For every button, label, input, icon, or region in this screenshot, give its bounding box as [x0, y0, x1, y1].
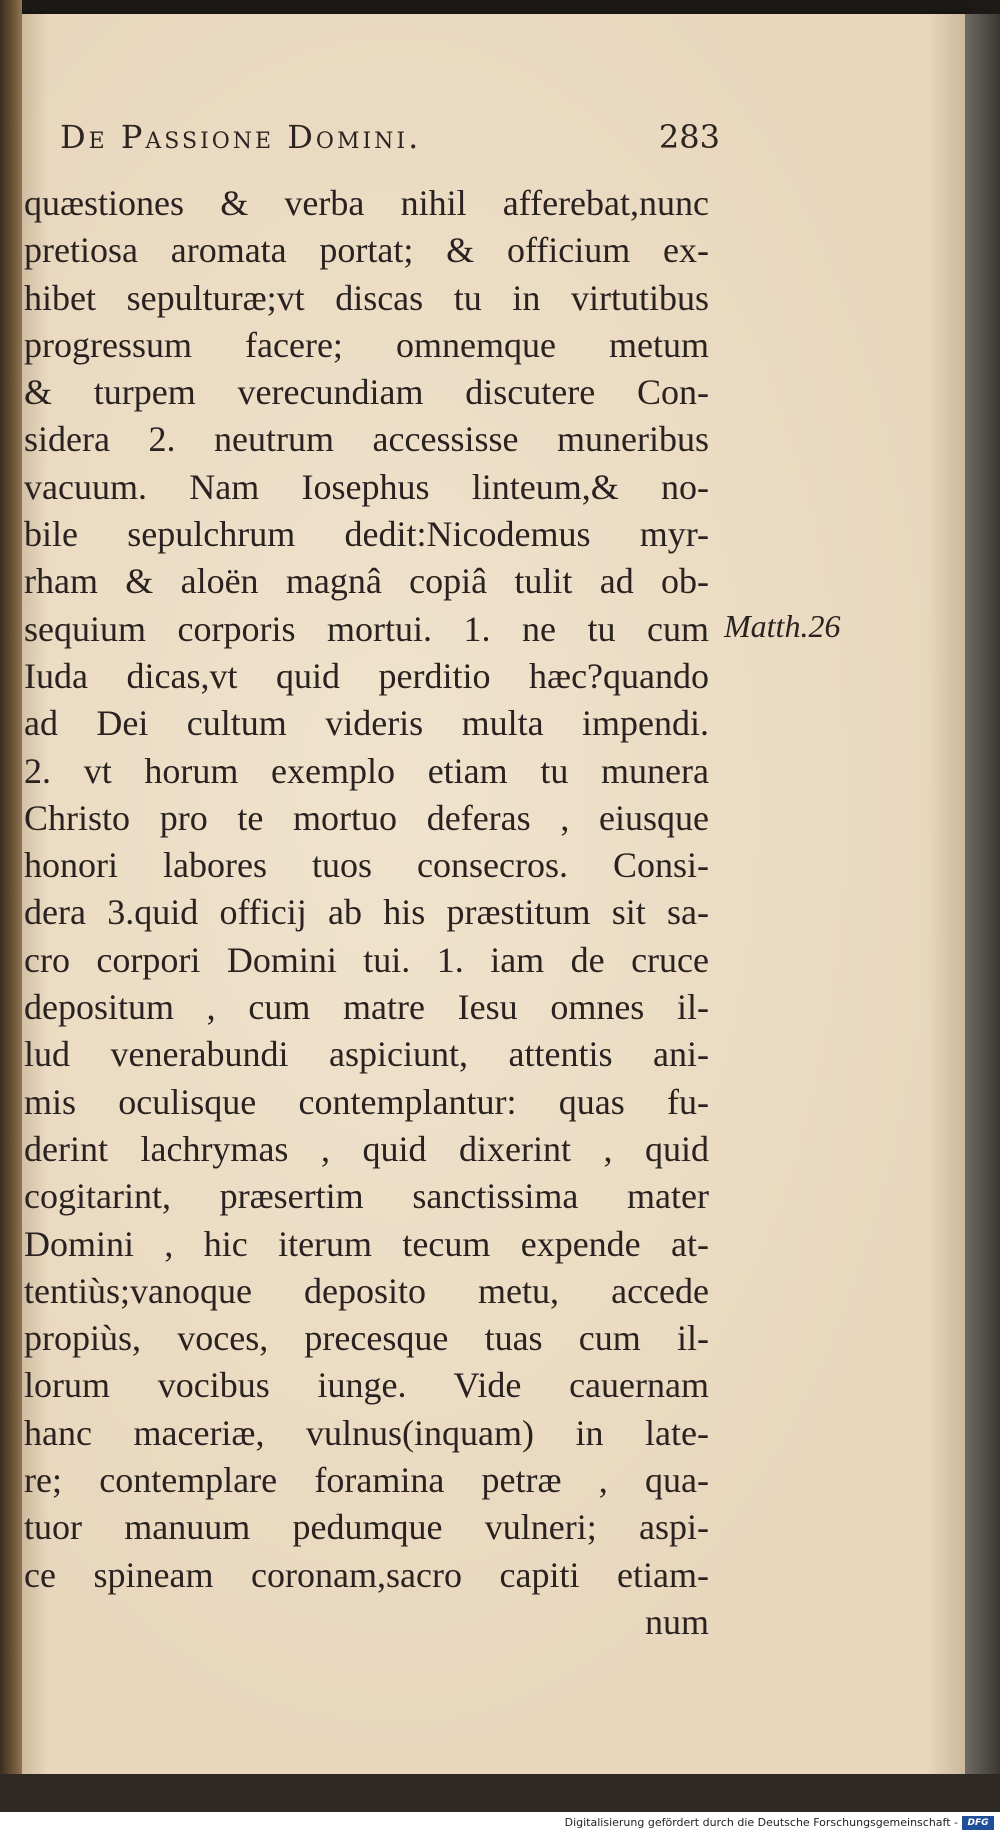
scan-top-edge	[0, 0, 1000, 14]
marginal-reference: Matth.26	[724, 608, 841, 644]
text-line: cro corpori Domini tui. 1. iam de cruce	[24, 939, 709, 980]
digitization-footer	[0, 1812, 1000, 1834]
text-line: ad Dei cultum videris multa impendi.	[24, 703, 709, 744]
text-line: rham & aloën magnâ copiâ tulit ad ob-	[24, 561, 709, 602]
catchword: num	[644, 1601, 709, 1642]
text-line: hibet sepulturæ;vt discas tu in virtutibus	[24, 277, 709, 318]
text-line: depositum , cum matre Iesu omnes il-	[24, 987, 709, 1028]
text-line: re; contemplare foramina petræ , qua-	[24, 1460, 709, 1501]
text-line: Iuda dicas,vt quid perditio hæc?quando	[24, 655, 709, 696]
text-line: derint lachrymas , quid dixerint , quid	[24, 1128, 709, 1169]
text-line: vacuum. Nam Iosephus linteum,& no-	[24, 466, 709, 507]
text-line: & turpem verecundiam discutere Con-	[24, 372, 709, 413]
text-line: bile sepulchrum dedit:Nicodemus myr-	[24, 514, 709, 555]
text-line: progressum facere; omnemque metum	[24, 324, 709, 365]
text-line: ce spineam coronam,sacro capiti etiam-	[24, 1554, 709, 1595]
text-line: sequium corporis mortui. 1. ne tu cum	[24, 608, 709, 649]
funding-credit: Digitalisierung gefördert durch die Deutsche Forschungsgemeinschaft -	[564, 1816, 958, 1829]
text-line: Christo pro te mortuo deferas , eiusque	[24, 797, 709, 838]
text-line: dera 3.quid officij ab his præstitum sit sa-	[24, 892, 709, 933]
book-binding	[0, 0, 22, 1834]
text-line: sidera 2. neutrum accessisse muneribus	[24, 419, 709, 460]
text-line: pretiosa aromata portat; & officium ex-	[24, 230, 709, 271]
running-head	[60, 118, 720, 162]
text-line: propiùs, voces, precesque tuas cum il-	[24, 1318, 709, 1359]
text-line: quæstiones & verba nihil afferebat,nunc	[24, 183, 709, 223]
text-line: Domini , hic iterum tecum expende at-	[24, 1223, 709, 1264]
page-edge-shadow	[965, 14, 1000, 1774]
text-line: lorum vocibus iunge. Vide cauernam	[24, 1365, 709, 1406]
page-number: 283	[658, 118, 720, 156]
text-line: mis oculisque contemplantur: quas fu-	[24, 1081, 709, 1122]
body-text	[24, 180, 709, 1646]
text-line: lud venerabundi aspiciunt, attentis ani-	[24, 1034, 709, 1075]
dfg-logo: DFG	[962, 1816, 994, 1830]
running-head-title: De Passione Domini.	[60, 118, 422, 156]
text-line: honori labores tuos consecros. Consi-	[24, 845, 709, 886]
scan-bottom-edge	[0, 1774, 1000, 1812]
text-line: tentiùs;vanoque deposito metu, accede	[24, 1270, 709, 1311]
text-line: hanc maceriæ, vulnus(inquam) in late-	[24, 1412, 709, 1453]
text-line: cogitarint, præsertim sanctissima mater	[24, 1176, 709, 1217]
text-line: tuor manuum pedumque vulneri; aspi-	[24, 1507, 709, 1548]
text-line: 2. vt horum exemplo etiam tu munera	[24, 750, 709, 791]
